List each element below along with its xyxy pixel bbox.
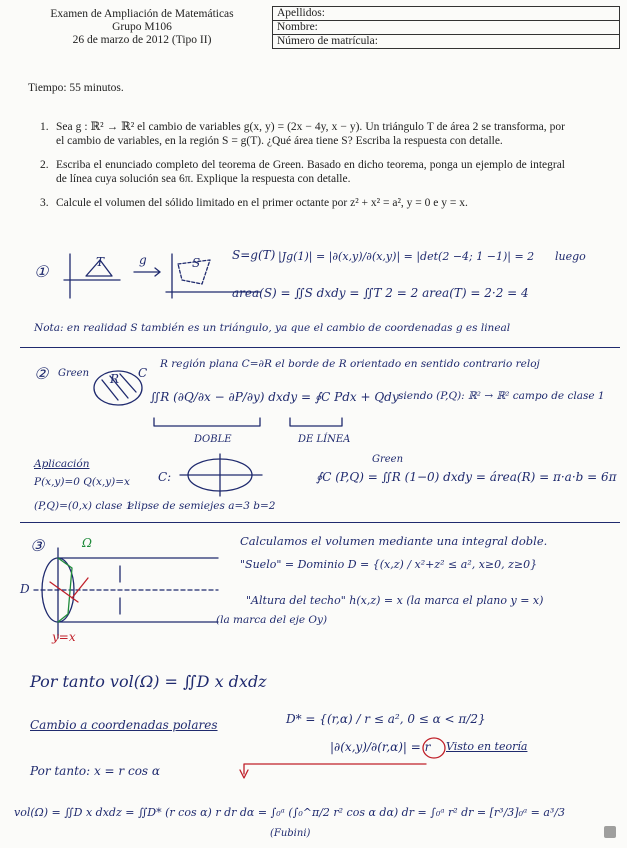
polar-domain: D* = {(r,α) / r ≤ a², 0 ≤ α < π/2} (286, 712, 486, 726)
answer-1-note: Nota: en realidad S también es un triángulo, ya que el cambio de coordenadas g es lineal (34, 322, 511, 334)
time-limit: Tiempo: 55 minutos. (28, 82, 124, 94)
roof-note: (la marca del eje Oy) (216, 614, 328, 626)
triangle-T-label: T (96, 255, 105, 269)
name-field: Nombre: (273, 21, 619, 35)
question-text: Sea g : ℝ² → ℝ² el cambio de variables g(x, y) = (2x − 4y, x − y). Un triángulo T de área 2 se transforma, por el cambio de variables, en la región S = g(T). ¿Qué área tiene S? Escriba la respuesta con detalle. (56, 121, 565, 147)
ellipse-sketch (178, 452, 264, 498)
substitution-arrow (240, 756, 440, 784)
group-label: Grupo M106 (112, 21, 172, 33)
question-item (40, 196, 565, 210)
divider-line (20, 347, 620, 348)
application-label: Aplicación (34, 458, 90, 470)
omega-label: Ω (82, 536, 92, 550)
id-field: Número de matrícula: (277, 35, 378, 47)
line-integral-result: ∮C (P,Q) = ∬R (1−0) dxdy = área(R) = π·a·b = 6π (316, 470, 617, 484)
green-ref: Green (372, 454, 404, 465)
S-definition: S=g(T) (232, 248, 276, 262)
course-title: Examen de Ampliación de Matemáticas (50, 8, 234, 20)
volume-integral: Por tanto vol(Ω) = ∬D x dxdz (30, 672, 267, 691)
region-R-label: R (110, 372, 120, 386)
question-number: 3. (40, 197, 49, 209)
student-fields-box (272, 6, 620, 49)
exam-info (20, 8, 264, 47)
answer-3-number: ③ (30, 536, 45, 555)
line-integral-label: DE LÍNEA (298, 434, 351, 445)
x-polar: Por tanto: x = r cos α (30, 764, 160, 778)
PQ-choice: P(x,y)=0 Q(x,y)=x (34, 476, 130, 488)
integral-brackets (150, 414, 350, 434)
region-S-label: S (192, 256, 201, 270)
jacobian-determinant: |Jg(1)| = |∂(x,y)/∂(x,y)| = |det(2 −4; 1 −1)| = 2 (278, 250, 535, 263)
curve-C-label: C (138, 366, 148, 380)
floor-domain: "Suelo" = Dominio D = {(x,z) / x²+z² ≤ a², x≥0, z≥0} (240, 558, 538, 571)
curve-C-def: C: (158, 470, 172, 484)
question-item (40, 120, 565, 148)
domain-D-label: D (20, 582, 30, 596)
question-number: 2. (40, 159, 49, 171)
surname-field: Apellidos: (273, 7, 619, 21)
polar-change-label: Cambio a coordenadas polares (30, 718, 218, 732)
answer-2-number: ② (34, 364, 49, 383)
question-item (40, 158, 565, 186)
question-text: Escriba el enunciado completo del teorema de Green. Basado en dicho teorema, ponga un ejemplo de integral de línea cuya solución sea 6π. Explique la respuesta con detalle. (56, 159, 565, 185)
green-formula: ∬R (∂Q/∂x − ∂P/∂y) dxdy = ∮C Pdx + Qdy (150, 390, 399, 404)
area-S-computation: area(S) = ∬S dxdy = ∬T 2 = 2 area(T) = 2·2 = 4 (232, 286, 529, 300)
map-g-label: g (139, 253, 147, 267)
roof-height: "Altura del techo" h(x,z) = x (la marca el plano y = x) (246, 594, 544, 607)
plane-yx-label: y=x (52, 630, 76, 644)
answer-1-number: ① (34, 262, 49, 281)
final-volume: vol(Ω) = ∬D x dxdz = ∬D* (r cos α) r dr dα = ∫₀ᵃ (∫₀^π/2 r² cos α dα) dr = ∫₀ᵃ r² dr = [r³/3]₀ᵃ = a³/3 (14, 806, 565, 819)
green-hypotheses: R región plana C=∂R el borde de R orientado en sentido contrario reloj (160, 358, 540, 370)
question-number: 1. (40, 121, 49, 133)
double-integral-label: DOBLE (194, 434, 232, 445)
exam-date: 26 de marzo de 2012 (Tipo II) (72, 34, 212, 46)
question-text: Calcule el volumen del sólido limitado en el primer octante por z² + x² = a², y = 0 e y = x. (56, 197, 468, 209)
seen-in-theory: Visto en teoría (446, 740, 528, 753)
polar-jacobian: |∂(x,y)/∂(r,α)| = r (330, 740, 431, 754)
method-statement: Calculamos el volumen mediante una integral doble. (240, 534, 548, 548)
fubini-label: (Fubini) (270, 828, 311, 839)
question-list (40, 120, 565, 220)
page-stamp (604, 826, 616, 838)
field-condition: siendo (P,Q): ℝ² → ℝ² campo de clase 1 (398, 390, 605, 402)
PQ-class: (P,Q)=(0,x) clase 1 (34, 500, 133, 512)
divider-line (20, 522, 620, 523)
luego-word: luego (555, 250, 586, 263)
green-label: Green (58, 368, 90, 379)
ellipse-semiaxes: elipse de semiejes a=3 b=2 (128, 500, 276, 512)
